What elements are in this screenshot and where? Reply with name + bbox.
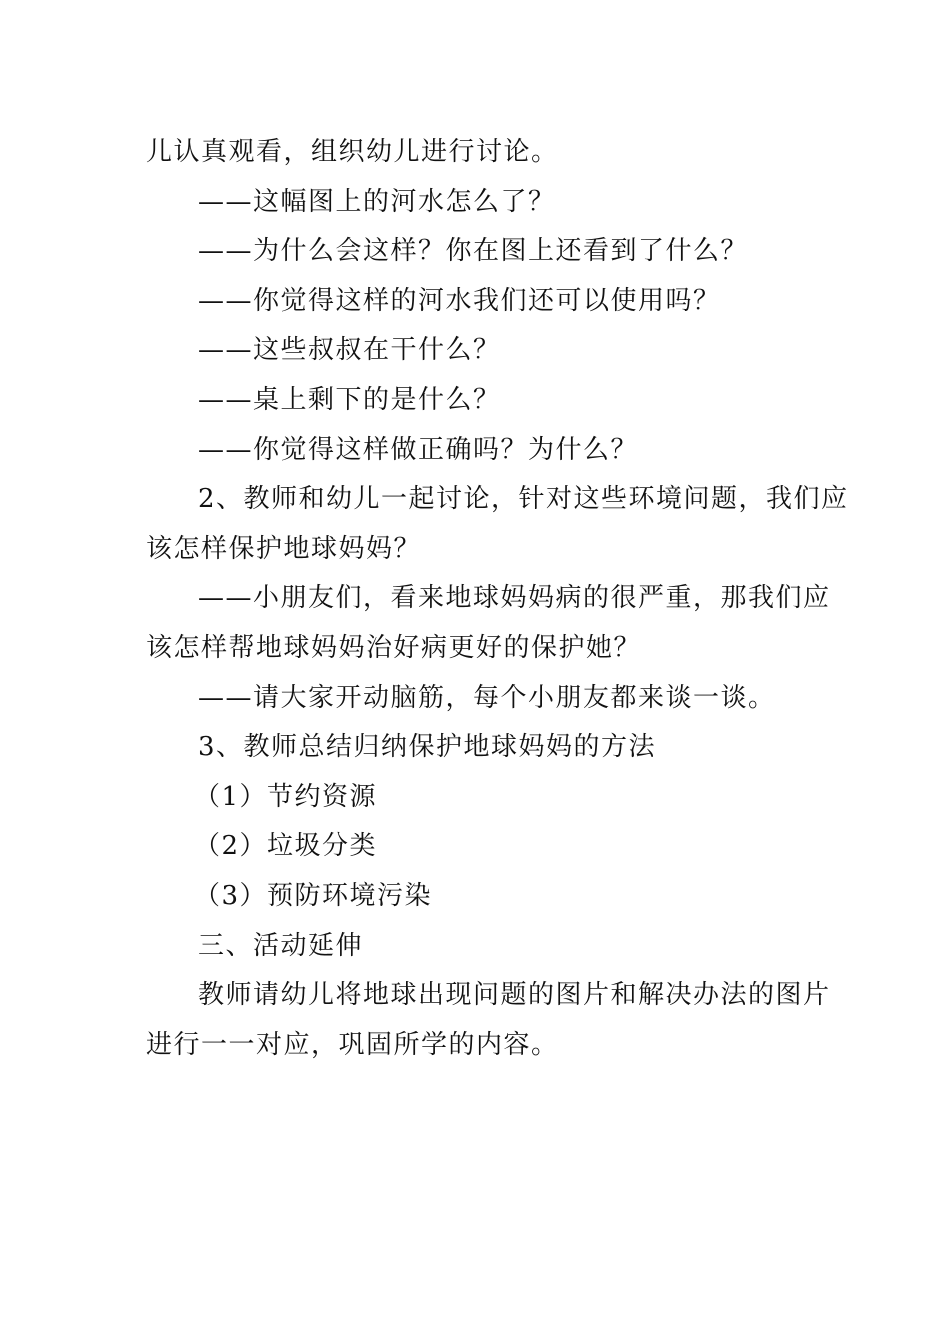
discussion-question: ——这幅图上的河水怎么了？ — [198, 186, 556, 217]
paragraph-line: 该怎样保护地球妈妈？ — [146, 533, 422, 564]
section-step-2: 2、教师和幼儿一起讨论，针对这些环境问题，我们应 — [198, 484, 849, 515]
discussion-question: ——桌上剩下的是什么？ — [198, 384, 501, 415]
list-item: （1）节约资源 — [194, 781, 378, 812]
list-item: （2）垃圾分类 — [194, 831, 378, 862]
discussion-question: ——你觉得这样的河水我们还可以使用吗？ — [198, 285, 721, 316]
paragraph-line: 教师请幼儿将地球出现问题的图片和解决办法的图片 — [198, 980, 831, 1011]
discussion-question: ——小朋友们，看来地球妈妈病的很严重，那我们应 — [198, 583, 831, 614]
section-heading: 三、活动延伸 — [198, 930, 364, 961]
discussion-question: ——你觉得这样做正确吗？为什么？ — [198, 434, 639, 465]
document-body — [146, 128, 849, 1070]
section-step-3: 3、教师总结归纳保护地球妈妈的方法 — [198, 732, 657, 763]
paragraph-line: 儿认真观看，组织幼儿进行讨论。 — [146, 137, 559, 167]
discussion-question: ——这些叔叔在干什么？ — [198, 335, 501, 366]
discussion-question: ——为什么会这样？你在图上还看到了什么？ — [198, 236, 749, 267]
list-item: （3）预防环境污染 — [194, 880, 433, 911]
paragraph-line: 进行一一对应，巩固所学的内容。 — [146, 1029, 559, 1060]
paragraph-line: 该怎样帮地球妈妈治好病更好的保护她？ — [146, 632, 642, 663]
discussion-question: ——请大家开动脑筋，每个小朋友都来谈一谈。 — [198, 682, 776, 713]
